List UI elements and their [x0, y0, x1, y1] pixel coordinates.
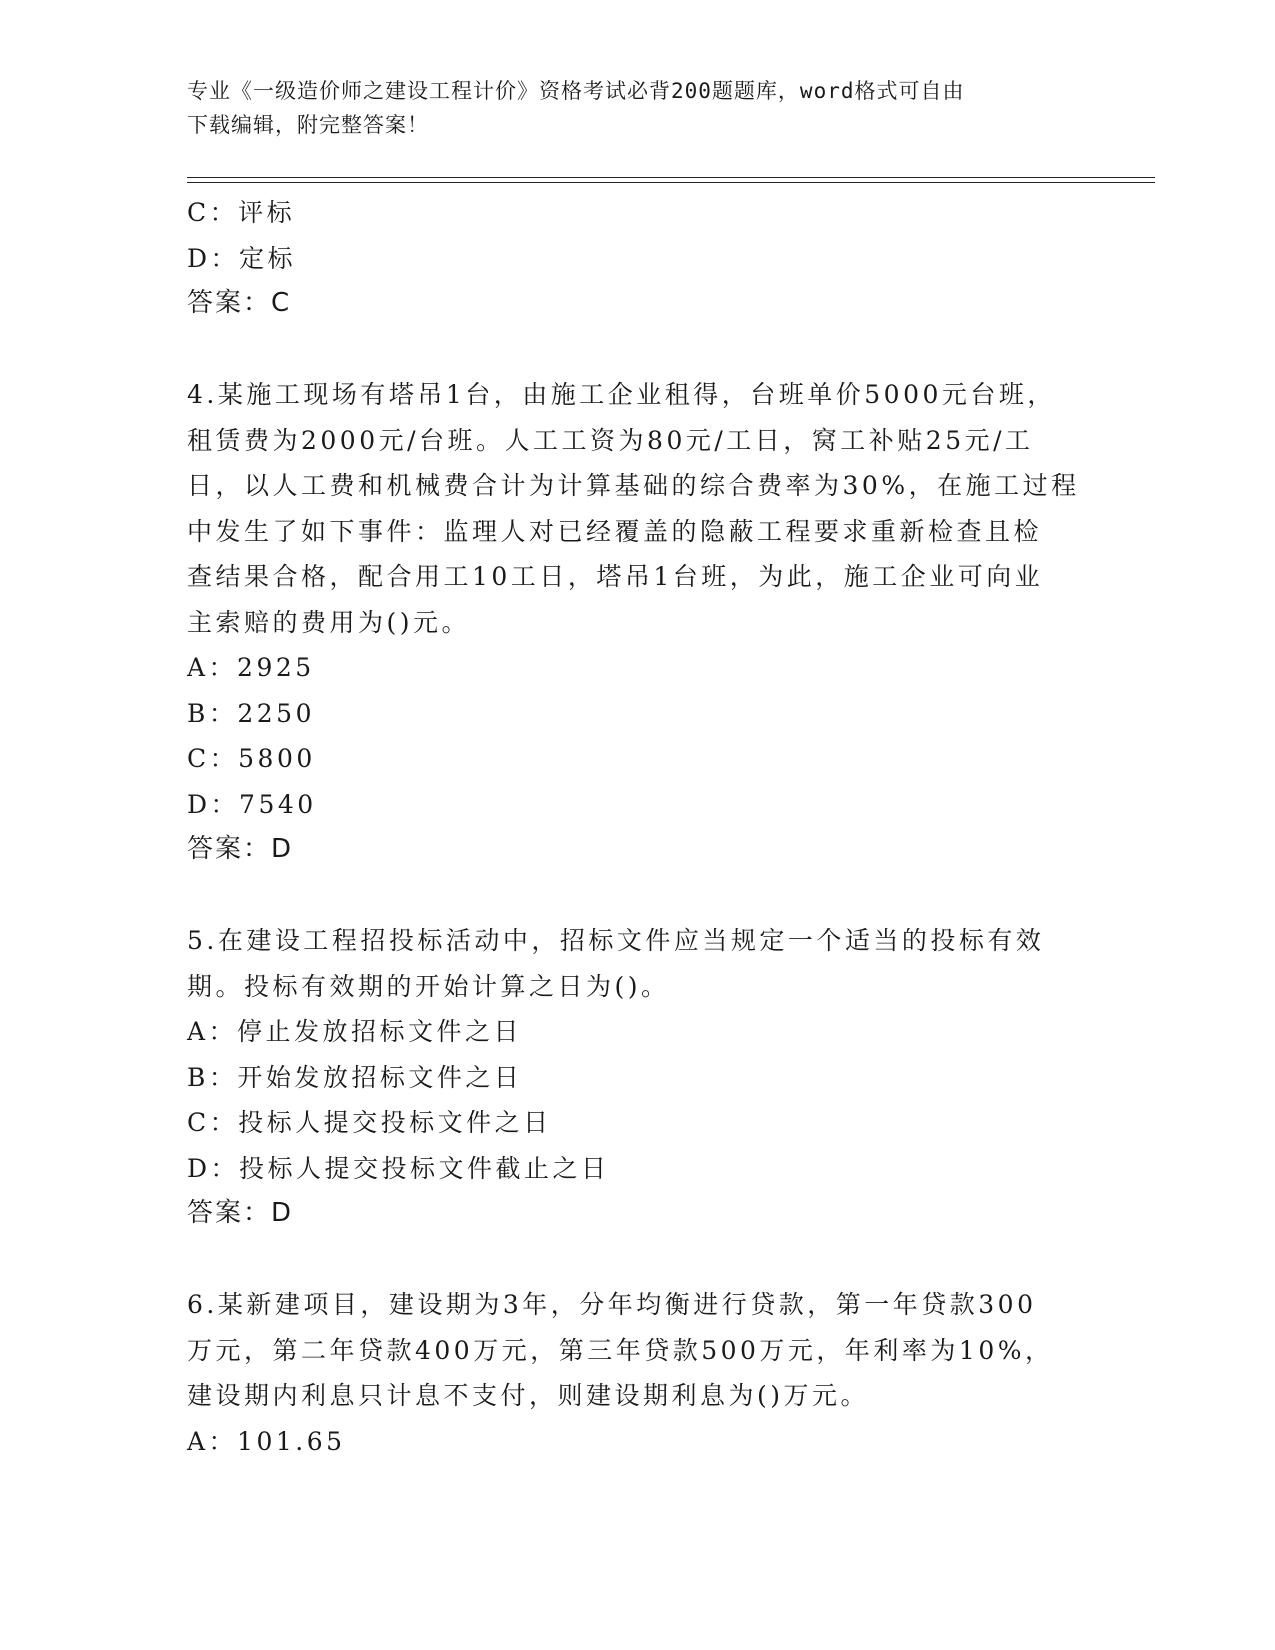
- question-text-line: 5.在建设工程招投标活动中，招标文件应当规定一个适当的投标有效: [187, 926, 1045, 955]
- page-header: [187, 74, 1087, 142]
- option-c: C：评标: [187, 198, 296, 227]
- option-c: C：5800: [187, 744, 316, 773]
- question-text-line: 中发生了如下事件：监理人对已经覆盖的隐蔽工程要求重新检查且检: [187, 516, 1043, 546]
- answer: 答案：D: [187, 1198, 294, 1228]
- option-d: D：投标人提交投标文件截止之日: [187, 1153, 610, 1183]
- question-list: [187, 190, 1107, 1464]
- question-text-line: 万元，第二年贷款400万元，第三年贷款500万元，年利率为10%，: [187, 1335, 1054, 1365]
- option-a: A：2925: [187, 653, 315, 682]
- question-4: [187, 372, 1107, 873]
- option-c: C：投标人提交投标文件之日: [187, 1108, 552, 1137]
- question-text-line: 租赁费为2000元/台班。人工工资为80元/工日，窝工补贴25元/工: [187, 425, 1034, 455]
- spacer: [187, 1237, 1107, 1283]
- option-b: B：开始发放招标文件之日: [187, 1062, 523, 1092]
- question-text-line: 4.某施工现场有塔吊1台，由施工企业租得，台班单价5000元台班，: [187, 380, 1056, 409]
- header-line-2: 下载编辑，附完整答案！: [187, 113, 429, 137]
- option-a: A：101.65: [187, 1426, 346, 1456]
- option-a: A：停止发放招标文件之日: [187, 1017, 523, 1046]
- question-3: [187, 190, 1107, 327]
- question-text-line: 期。投标有效期的开始计算之日为()。: [187, 971, 670, 1001]
- spacer: [187, 327, 1107, 373]
- option-d: D：7540: [187, 789, 317, 819]
- question-6: [187, 1282, 1107, 1464]
- question-5: [187, 918, 1107, 1237]
- answer: 答案：D: [187, 834, 294, 864]
- spacer: [187, 873, 1107, 919]
- header-line-1: 专业《一级造价师之建设工程计价》资格考试必背200题题库，word格式可自由: [187, 79, 965, 103]
- option-b: B：2250: [187, 698, 315, 728]
- header-rule-bottom: [187, 182, 1155, 183]
- question-text-line: 日，以人工费和机械费合计为计算基础的综合费率为30%，在施工过程: [187, 471, 1080, 500]
- question-text-line: 6.某新建项目，建设期为3年，分年均衡进行贷款，第一年贷款300: [187, 1290, 1037, 1319]
- question-text-line: 建设期内利息只计息不支付，则建设期利息为()万元。: [187, 1381, 870, 1410]
- option-d: D：定标: [187, 243, 297, 273]
- question-text-line: 主索赔的费用为()元。: [187, 607, 471, 637]
- question-text-line: 查结果合格，配合用工10工日，塔吊1台班，为此，施工企业可向业: [187, 562, 1044, 591]
- answer: 答案：C: [187, 288, 292, 318]
- header-rule-top: [187, 177, 1155, 178]
